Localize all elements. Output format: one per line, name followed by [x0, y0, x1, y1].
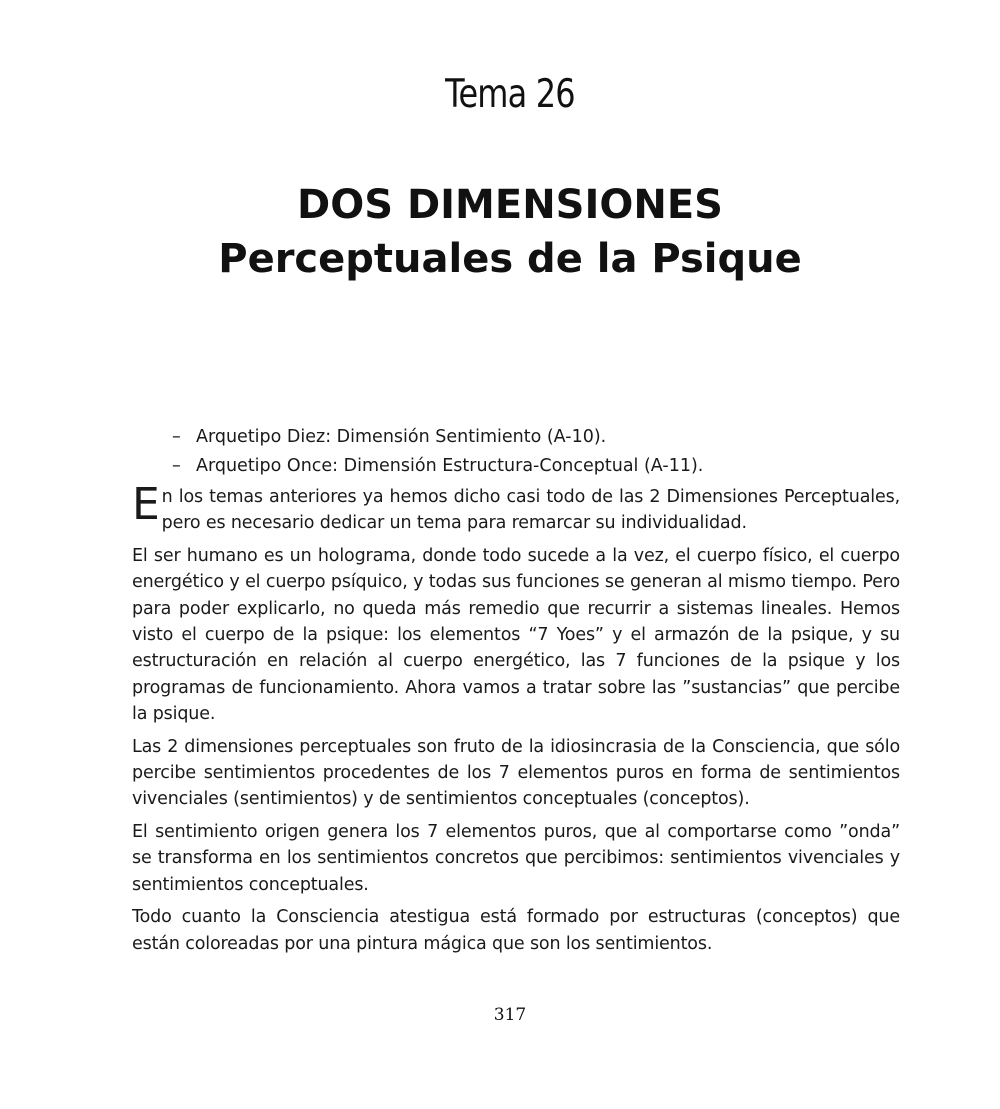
- drop-cap: E: [132, 479, 160, 530]
- list-item-text: Arquetipo Once: Dimensión Estructura-Conceptual (A-11).: [196, 456, 704, 476]
- dash-bullet: –: [172, 427, 181, 447]
- paragraph-1-text: n los temas anteriores ya hemos dicho casi todo de las 2 Dimensiones Perceptuales, pero es necesario dedicar un tema para remarcar su individualidad.: [161, 487, 900, 534]
- archetype-list: [172, 423, 703, 481]
- list-item: [172, 423, 703, 452]
- dash-bullet: –: [172, 456, 181, 476]
- chapter-heading: Tema 26: [445, 72, 575, 117]
- paragraph-1: [132, 479, 900, 537]
- list-item: [172, 452, 703, 481]
- paragraph-4: El sentimiento origen genera los 7 elementos puros, que al comportarse como ”onda” se transforma en los sentimientos concretos que percibimos: sentimientos vivenciales y sentimientos conceptuales.: [132, 821, 900, 895]
- title-line-2: Perceptuales de la Psique: [218, 236, 802, 282]
- page-number: 317: [493, 1005, 527, 1025]
- title-line-1: DOS DIMENSIONES: [297, 182, 723, 228]
- paragraph-3: Las 2 dimensiones perceptuales son fruto de la idiosincrasia de la Consciencia, que sólo percibe sentimientos procedentes de los 7 elementos puros en forma de sentimientos vivenciales (sentimientos) y de sentimientos conceptuales (conceptos).: [132, 736, 900, 810]
- paragraph-5: Todo cuanto la Consciencia atestigua está formado por estructuras (conceptos) que están coloreadas por una pintura mágica que son los sentimientos.: [132, 907, 900, 954]
- paragraph-2: El ser humano es un holograma, donde todo sucede a la vez, el cuerpo físico, el cuerpo energético y el cuerpo psíquico, y todas sus funciones se generan al mismo tiempo. Pero para poder explicarlo, no queda más remedio que recurrir a sistemas lineales. Hemos visto el cuerpo de la psique: los elementos “7 Yoes” y el armazón de la psique, y su estructuración en relación al cuerpo energético, las 7 funciones de la psique y los programas de funcionamiento. Ahora vamos a tratar sobre las ”sustancias” que percibe la psique.: [132, 545, 900, 725]
- body-text: [132, 479, 900, 963]
- list-item-text: Arquetipo Diez: Dimensión Sentimiento (A-10).: [196, 427, 607, 447]
- page-title: [0, 178, 1000, 286]
